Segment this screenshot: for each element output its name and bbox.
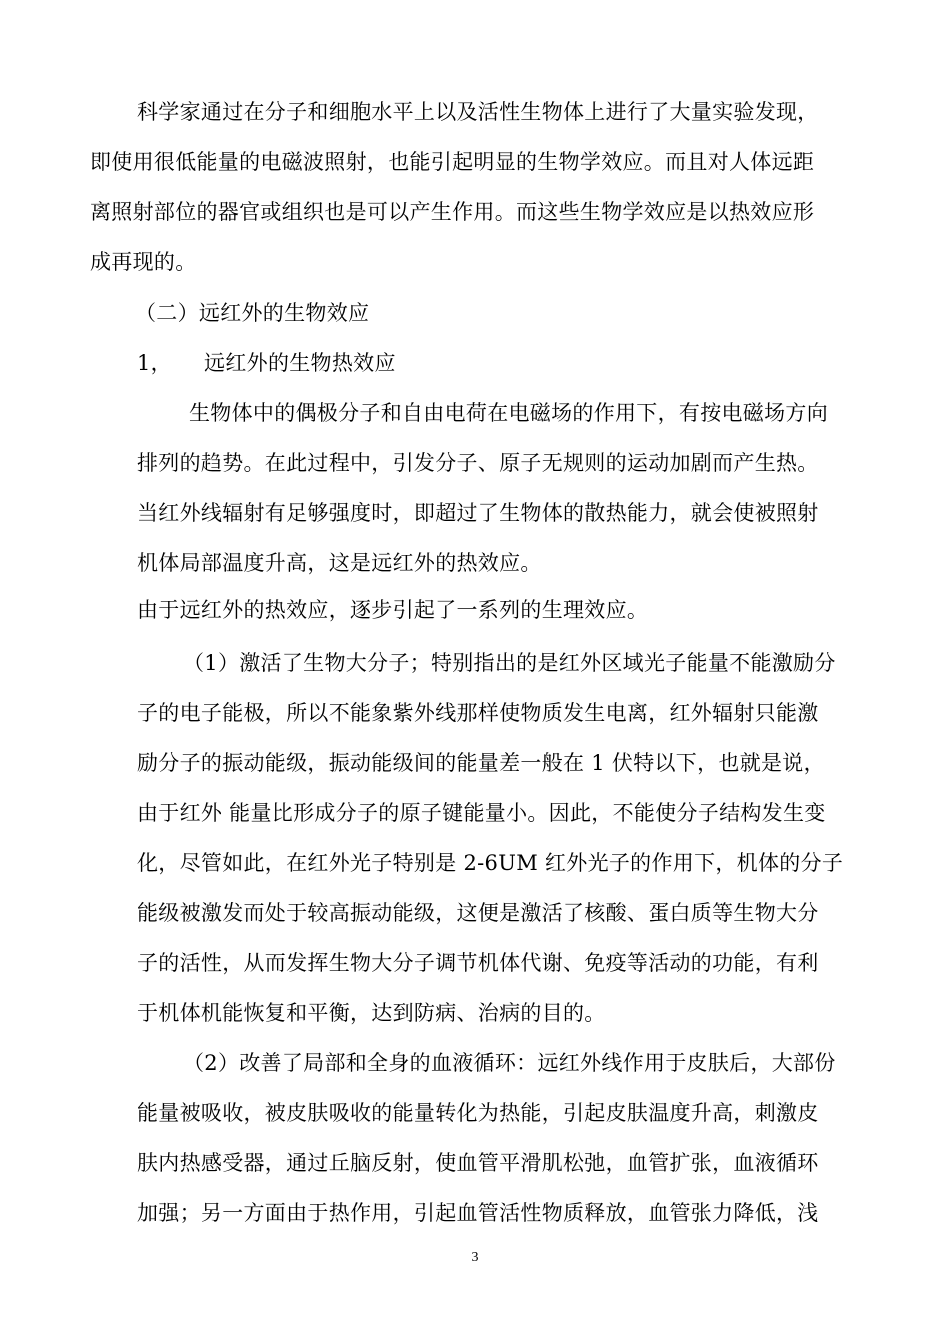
text-line: 加强；另一方面由于热作用，引起血管活性物质释放，血管张力降低，浅 [137, 1201, 819, 1225]
section-heading: （二）远红外的生物效应 [135, 301, 370, 325]
text-line: 当红外线辐射有足够强度时，即超过了生物体的散热能力，就会使被照射 [137, 501, 819, 525]
text-line: 排列的趋势。在此过程中，引发分子、原子无规则的运动加剧而产生热。 [137, 451, 819, 475]
text-line: 离照射部位的器官或组织也是可以产生作用。而这些生物学效应是以热效应形 [90, 200, 815, 224]
text-line: 于机体机能恢复和平衡，达到防病、治病的目的。 [137, 1001, 606, 1025]
text-line: 子的电子能极，所以不能象紫外线那样使物质发生电离，红外辐射只能激 [137, 701, 819, 725]
text-line: 成再现的。 [90, 250, 197, 274]
text-line: 由于远红外的热效应，逐步引起了一系列的生理效应。 [137, 598, 649, 622]
text-line: 化，尽管如此，在红外光子特别是 2-6UM 红外光子的作用下，机体的分子 [137, 851, 844, 875]
text-line: 能级被激发而处于较高振动能级，这便是激活了核酸、蛋白质等生物大分 [137, 901, 819, 925]
text-line: （1）激活了生物大分子；特别指出的是红外区域光子能量不能激励分 [183, 651, 836, 675]
text-line: 励分子的振动能级，振动能级间的能量差一般在 1 伏特以下，也就是说， [137, 751, 825, 775]
text-line: 子的活性，从而发挥生物大分子调节机体代谢、免疫等活动的功能，有利 [137, 951, 819, 975]
subsection-heading: 1， 远红外的生物热效应 [137, 351, 396, 375]
text-line: 由于红外 能量比形成分子的原子键能量小。因此，不能使分子结构发生变 [137, 801, 826, 825]
text-line: 肤内热感受器，通过丘脑反射，使血管平滑肌松弛，血管扩张，血液循环 [137, 1151, 819, 1175]
text-line: 即使用很低能量的电磁波照射，也能引起明显的生物学效应。而且对人体远距 [90, 150, 815, 174]
page-number: 3 [471, 1250, 479, 1265]
text-line: 生物体中的偶极分子和自由电荷在电磁场的作用下，有按电磁场方向 [189, 401, 828, 425]
text-line: 科学家通过在分子和细胞水平上以及活性生物体上进行了大量实验发现， [137, 100, 819, 124]
text-line: （2）改善了局部和全身的血液循环：远红外线作用于皮肤后，大部份 [183, 1051, 836, 1075]
text-line: 机体局部温度升高，这是远红外的热效应。 [137, 551, 542, 575]
text-line: 能量被吸收，被皮肤吸收的能量转化为热能，引起皮肤温度升高，刺激皮 [137, 1101, 819, 1125]
